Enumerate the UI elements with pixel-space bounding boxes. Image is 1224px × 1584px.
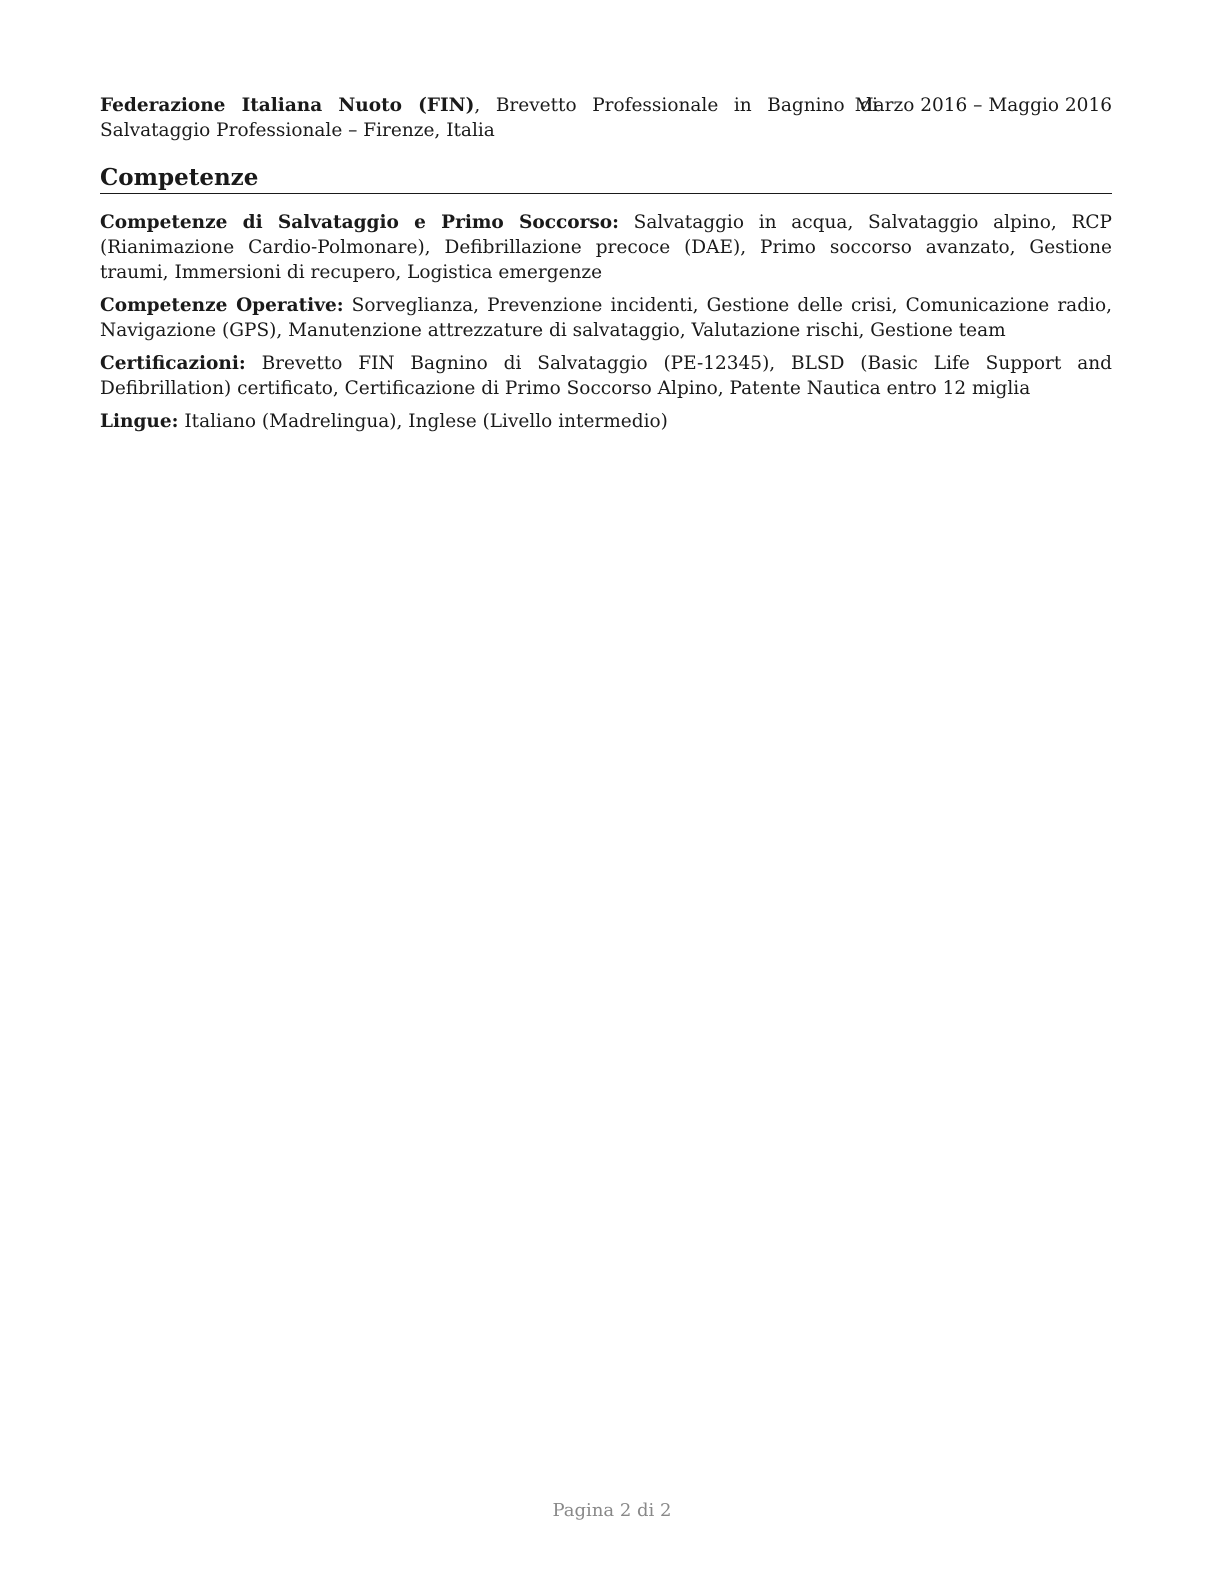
skill-certifications: [100, 351, 1112, 401]
page-number-footer: Pagina 2 di 2: [552, 1500, 672, 1521]
skill-rescue-first-aid: [100, 210, 1112, 285]
education-details: [100, 93, 878, 143]
education-institution: Federazione Italiana Nuoto (FIN): [100, 95, 475, 116]
education-dates: Marzo 2016 – Maggio 2016: [854, 95, 1112, 116]
skill-languages: [100, 409, 1112, 434]
education-description: , Brevetto Professionale in Bagnino di Salvataggio Professionale – Firenze, Italia: [100, 95, 878, 141]
skill-text: Italiano (Madrelingua), Inglese (Livello intermedio): [178, 411, 668, 432]
skill-operational: [100, 293, 1112, 343]
section-title-skills: Competenze: [100, 163, 1112, 194]
skill-label: Lingue:: [100, 411, 179, 432]
education-entry: [100, 93, 1112, 143]
skill-text: Salvataggio in acqua, Salvataggio alpino, RCP (Rianimazione Cardio-Polmonare), Defibrillazione precoce (DAE), Primo soccorso avanzato, Gestione traumi, Immersioni di recupero, Logistica emergenze: [100, 212, 1112, 283]
document-page: [100, 93, 1112, 434]
skill-label: Competenze Operative:: [100, 295, 344, 316]
skill-text: Sorveglianza, Prevenzione incidenti, Gestione delle crisi, Comunicazione radio, Navigazione (GPS), Manutenzione attrezzature di salvataggio, Valutazione rischi, Gestione team: [100, 295, 1112, 341]
skill-text: Brevetto FIN Bagnino di Salvataggio (PE-12345), BLSD (Basic Life Support and Defibrillation) certificato, Certificazione di Primo Soccorso Alpino, Patente Nautica entro 12 miglia: [100, 353, 1112, 399]
skill-label: Certificazioni:: [100, 353, 246, 374]
skill-label: Competenze di Salvataggio e Primo Soccorso:: [100, 212, 619, 233]
